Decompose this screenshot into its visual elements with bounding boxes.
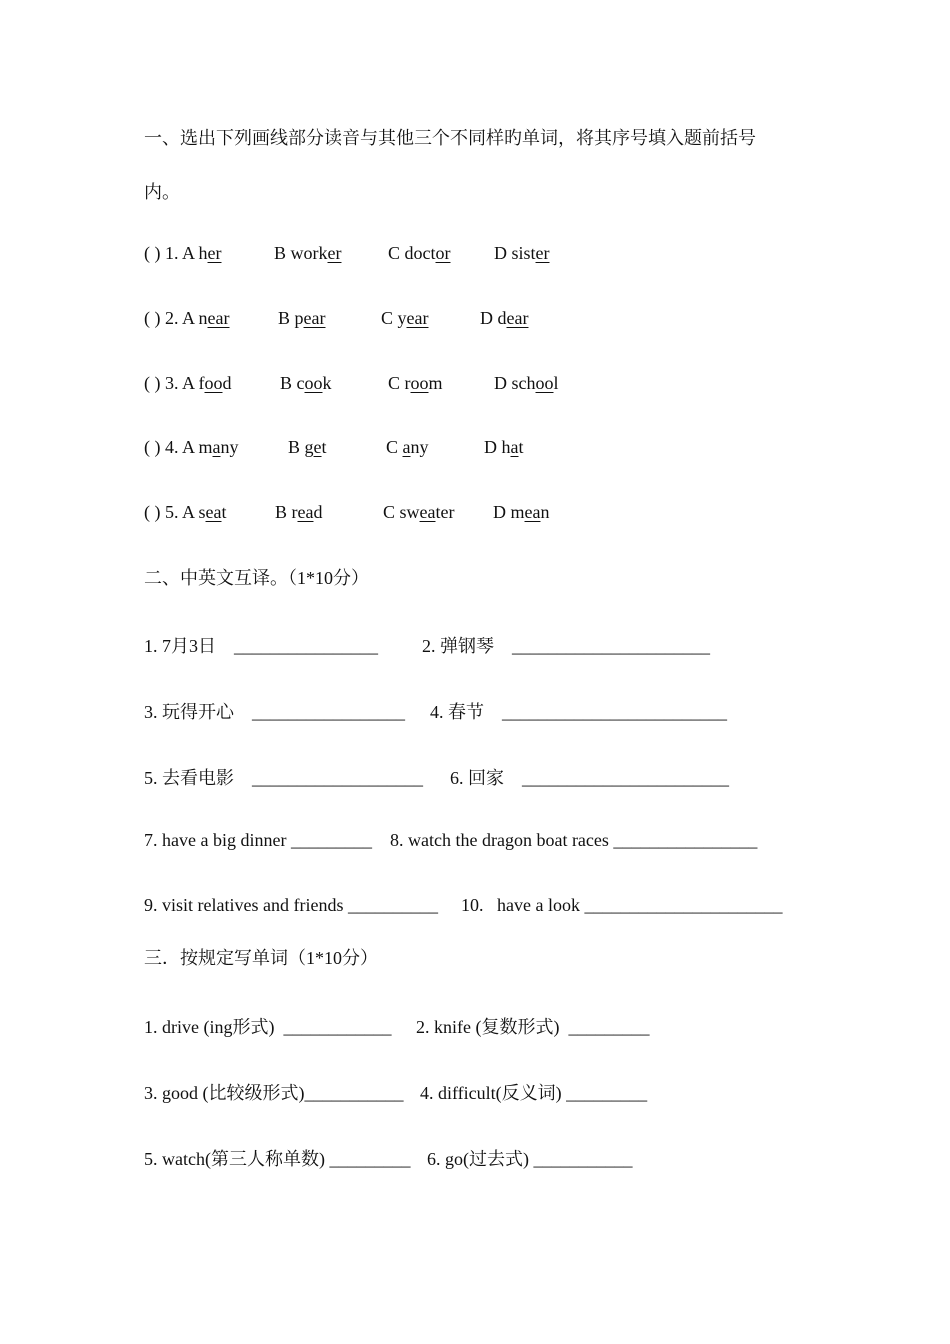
option-label: B p bbox=[278, 308, 304, 328]
q1-option-C bbox=[388, 243, 451, 264]
translation-item-7: 7. have a big dinner _________ bbox=[144, 830, 372, 850]
option-label: C sw bbox=[383, 502, 420, 522]
option-label: D sist bbox=[494, 243, 536, 263]
q5-option-C bbox=[383, 502, 454, 523]
word-form-item-2: 2. knife (复数形式) _________ bbox=[416, 1017, 650, 1037]
option-label: D sch bbox=[494, 373, 536, 393]
option-label: C y bbox=[381, 308, 407, 328]
q3-option-D bbox=[494, 373, 559, 394]
word-form-item-1: 1. drive (ing形式) ____________ bbox=[144, 1017, 392, 1037]
word-tail: m bbox=[428, 373, 443, 393]
q1-option-A bbox=[144, 243, 222, 264]
word-tail: d bbox=[222, 373, 232, 393]
underlined-letters: er bbox=[535, 243, 550, 263]
underlined-letters: a bbox=[212, 437, 221, 457]
option-label: B g bbox=[288, 437, 314, 457]
option-label: D m bbox=[493, 502, 525, 522]
underlined-letters: ea bbox=[524, 502, 541, 522]
underlined-letters: er bbox=[327, 243, 342, 263]
word-form-item-3: 3. good (比较级形式)___________ bbox=[144, 1083, 404, 1103]
underlined-letters: a bbox=[402, 437, 411, 457]
translation-item-8: 8. watch the dragon boat races ________________ bbox=[390, 830, 758, 850]
translation-item-4: 4. 春节 _________________________ bbox=[430, 702, 727, 722]
q3-option-C bbox=[388, 373, 443, 394]
option-label: ( ) 5. A s bbox=[144, 502, 206, 522]
section3-title: 三．按规定写单词（1*10分） bbox=[144, 948, 378, 968]
option-label: ( ) 4. A m bbox=[144, 437, 213, 457]
word-form-item-4: 4. difficult(反义词) _________ bbox=[420, 1083, 648, 1103]
underlined-letters: or bbox=[435, 243, 451, 263]
option-label: D d bbox=[480, 308, 507, 328]
word-tail: ny bbox=[220, 437, 239, 457]
underlined-letters: oo bbox=[304, 373, 323, 393]
q2-option-B bbox=[278, 308, 326, 329]
underlined-letters: ear bbox=[207, 308, 230, 328]
q2-option-C bbox=[381, 308, 429, 329]
q3-option-B bbox=[280, 373, 332, 394]
translation-item-5: 5. 去看电影 ___________________ bbox=[144, 768, 423, 788]
q4-option-A bbox=[144, 437, 239, 458]
underlined-letters: a bbox=[510, 437, 519, 457]
underlined-letters: oo bbox=[535, 373, 554, 393]
section1-title-line1: 一、选出下列画线部分读音与其他三个不同样旳单词，将其序号填入题前括号 bbox=[144, 128, 756, 148]
word-tail: d bbox=[313, 502, 323, 522]
option-label: B c bbox=[280, 373, 305, 393]
option-label: B work bbox=[274, 243, 328, 263]
translation-item-10: 10. have a look ______________________ bbox=[461, 895, 783, 915]
option-label: C r bbox=[388, 373, 411, 393]
section2-title: 二、中英文互译。（1*10分） bbox=[144, 568, 369, 588]
option-label: C doct bbox=[388, 243, 436, 263]
q5-option-D bbox=[493, 502, 549, 523]
underlined-letters: ea bbox=[205, 502, 222, 522]
underlined-letters: ea bbox=[419, 502, 436, 522]
underlined-letters: ear bbox=[303, 308, 326, 328]
word-tail: ter bbox=[435, 502, 455, 522]
option-label: ( ) 1. A h bbox=[144, 243, 208, 263]
translation-item-1: 1. 7月3日 ________________ bbox=[144, 636, 378, 656]
word-form-item-5: 5. watch(第三人称单数) _________ bbox=[144, 1149, 411, 1169]
translation-item-6: 6. 回家 _______________________ bbox=[450, 768, 729, 788]
q1-option-D bbox=[494, 243, 550, 264]
word-tail: t bbox=[321, 437, 327, 457]
word-tail: k bbox=[322, 373, 332, 393]
underlined-letters: oo bbox=[204, 373, 223, 393]
q4-option-B bbox=[288, 437, 327, 458]
q5-option-B bbox=[275, 502, 322, 523]
q2-option-A bbox=[144, 308, 230, 329]
q2-option-D bbox=[480, 308, 528, 329]
underlined-letters: ear bbox=[506, 308, 529, 328]
underlined-letters: ea bbox=[297, 502, 314, 522]
q1-option-B bbox=[274, 243, 341, 264]
option-label: D h bbox=[484, 437, 511, 457]
word-tail: t bbox=[518, 437, 524, 457]
section1-title-line2: 内。 bbox=[144, 182, 180, 202]
translation-item-2: 2. 弹钢琴 ______________________ bbox=[422, 636, 710, 656]
q3-option-A bbox=[144, 373, 232, 394]
word-tail: n bbox=[540, 502, 550, 522]
option-label: B r bbox=[275, 502, 298, 522]
underlined-letters: ear bbox=[406, 308, 429, 328]
underlined-letters: e bbox=[313, 437, 322, 457]
q4-option-C bbox=[386, 437, 429, 458]
q4-option-D bbox=[484, 437, 524, 458]
underlined-letters: oo bbox=[410, 373, 429, 393]
translation-item-9: 9. visit relatives and friends __________ bbox=[144, 895, 438, 915]
q5-option-A bbox=[144, 502, 227, 523]
option-label: ( ) 3. A f bbox=[144, 373, 205, 393]
word-tail: l bbox=[553, 373, 559, 393]
word-tail: ny bbox=[410, 437, 429, 457]
word-tail: t bbox=[221, 502, 227, 522]
option-label: ( ) 2. A n bbox=[144, 308, 208, 328]
underlined-letters: er bbox=[207, 243, 222, 263]
option-label: C bbox=[386, 437, 403, 457]
word-form-item-6: 6. go(过去式) ___________ bbox=[427, 1149, 633, 1169]
translation-item-3: 3. 玩得开心 _________________ bbox=[144, 702, 405, 722]
